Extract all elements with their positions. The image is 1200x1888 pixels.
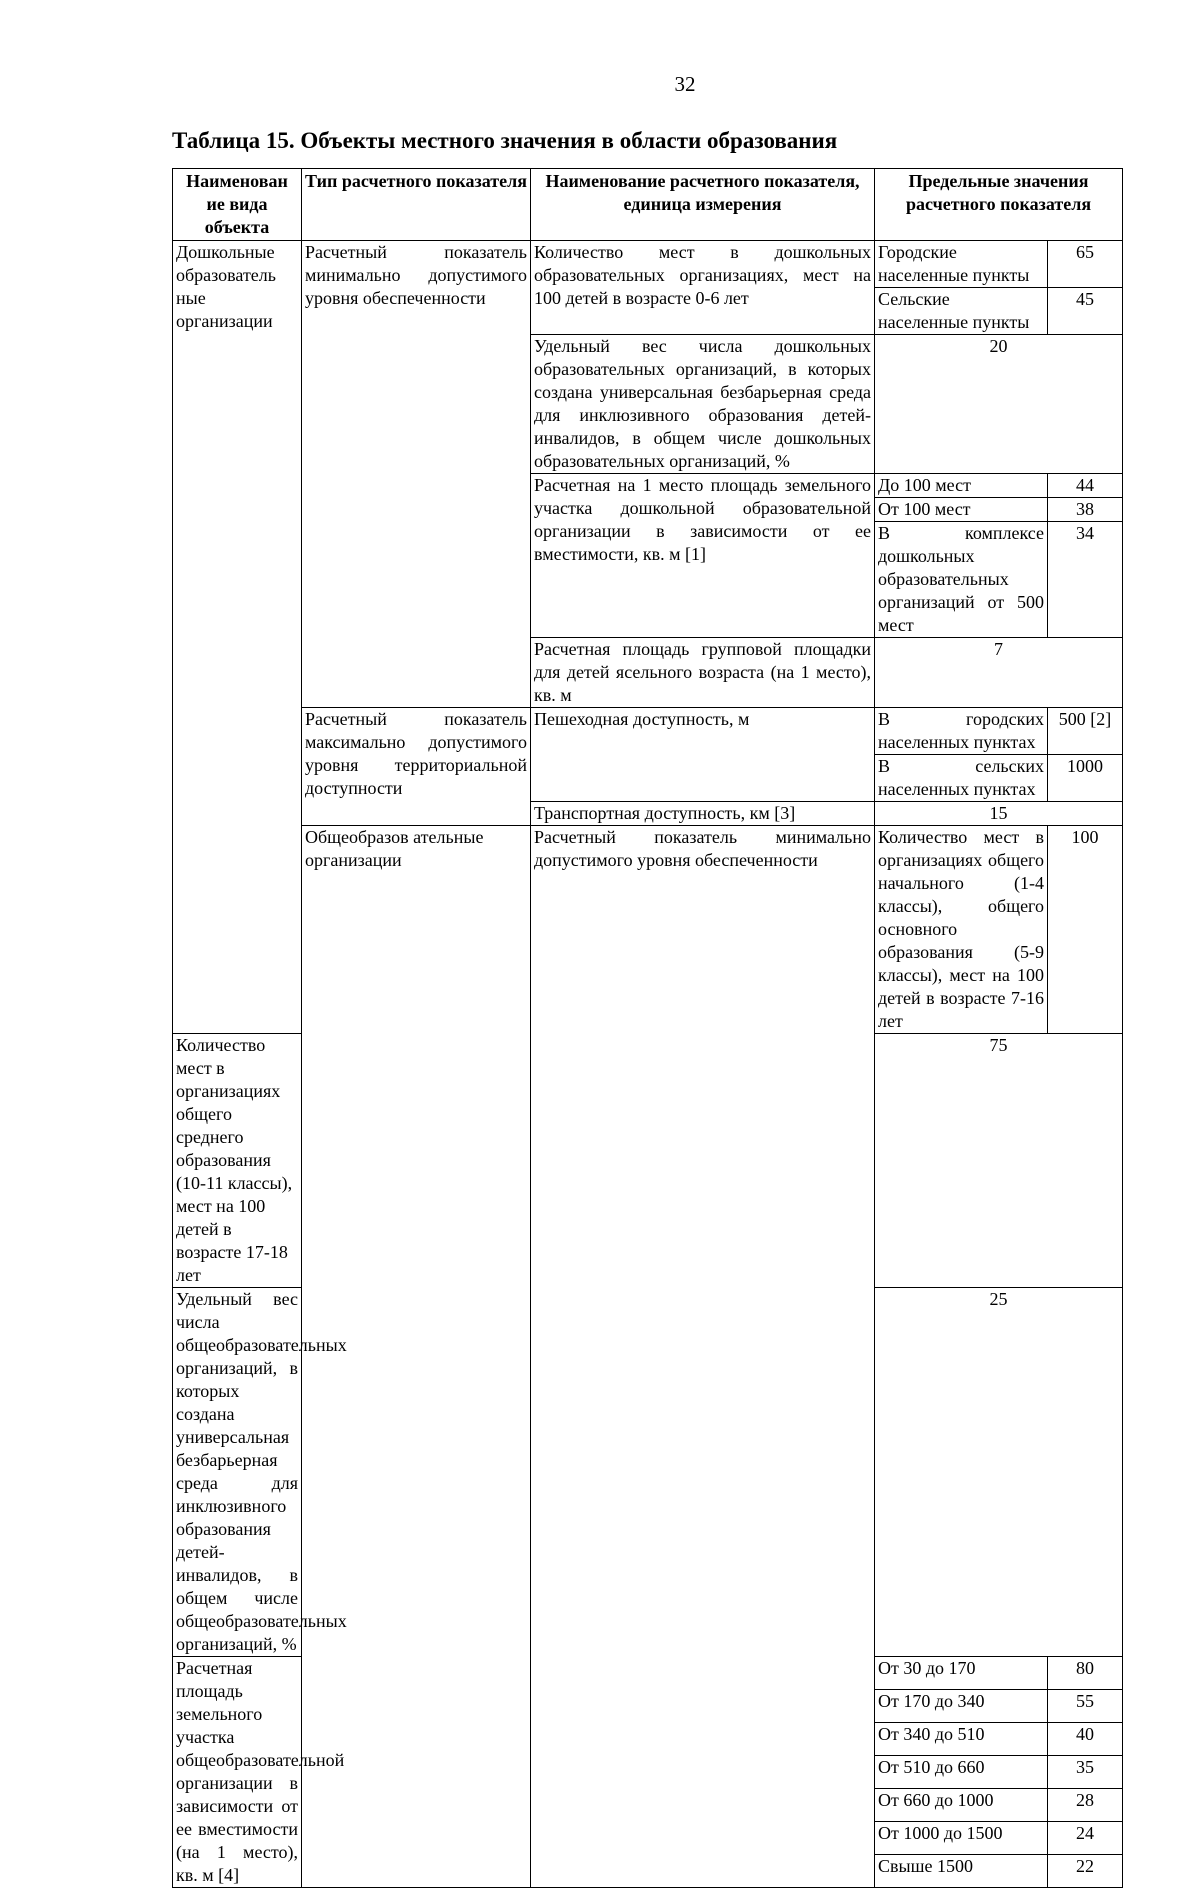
indicator-name: Расчетная площадь земельного участка общеобразовательной организации в зависимости от ее вместимости (на 1 место), кв. м [4] bbox=[173, 1657, 302, 1888]
header-row bbox=[173, 169, 1123, 241]
limit-label: Городские населенные пункты bbox=[875, 241, 1048, 288]
limit-value: 1000 bbox=[1048, 755, 1123, 802]
indicator-name: Удельный вес числа дошкольных образовательных организаций, в которых создана универсальная безбарьерная среда для инклюзивного образования детей-инвалидов, в общем числе дошкольных образовательных организаций, % bbox=[531, 335, 875, 474]
limit-value: 45 bbox=[1048, 288, 1123, 335]
limit-label: В комплексе дошкольных образовательных организаций от 500 мест bbox=[875, 522, 1048, 638]
limit-value: 44 bbox=[1048, 474, 1123, 498]
limit-value: 24 bbox=[1048, 1822, 1123, 1855]
indicator-name: Количество мест в организациях общего начального (1-4 классы), общего основного образования (5-9 классы), мест на 100 детей в возрасте 7-16 лет bbox=[875, 826, 1048, 1034]
indicator-type-min: Расчетный показатель минимально допустимого уровня обеспеченности bbox=[531, 826, 875, 1888]
indicator-type-min: Расчетный показатель минимально допустимого уровня обеспеченности bbox=[302, 241, 531, 708]
limit-label: От 1000 до 1500 bbox=[875, 1822, 1048, 1855]
limit-value: 55 bbox=[1048, 1690, 1123, 1723]
limit-value: 500 [2] bbox=[1048, 708, 1123, 755]
header-object-type: Наименован ие вида объекта bbox=[173, 169, 302, 241]
limit-value: 22 bbox=[1048, 1855, 1123, 1888]
table-row bbox=[173, 241, 1123, 288]
limit-value: 100 bbox=[1048, 826, 1123, 1034]
indicator-name: Пешеходная доступность, м bbox=[531, 708, 875, 802]
indicator-name: Удельный вес числа общеобразовательных организаций, в которых создана универсальная безбарьерная среда для инклюзивного образования детей-инвалидов, в общем числе общеобразовательных организаций, % bbox=[173, 1288, 302, 1657]
limit-value: 25 bbox=[875, 1288, 1123, 1657]
limit-label: До 100 мест bbox=[875, 474, 1048, 498]
limit-value: 35 bbox=[1048, 1756, 1123, 1789]
limit-label: От 30 до 170 bbox=[875, 1657, 1048, 1690]
limit-label: От 100 мест bbox=[875, 498, 1048, 522]
header-indicator-type: Тип расчетного показателя bbox=[302, 169, 531, 241]
indicator-name: Количество мест в дошкольных образовательных организациях, мест на 100 детей в возрасте 0-6 лет bbox=[531, 241, 875, 335]
limit-label: В сельских населенных пунктах bbox=[875, 755, 1048, 802]
indicator-type-max: Расчетный показатель максимально допустимого уровня территориальной доступности bbox=[302, 708, 531, 826]
page-number: 32 bbox=[674, 72, 696, 96]
limit-label: В городских населенных пунктах bbox=[875, 708, 1048, 755]
limit-value: 75 bbox=[875, 1034, 1123, 1288]
limit-value: 40 bbox=[1048, 1723, 1123, 1756]
object-preschool: Дошкольные образователь ные организации bbox=[173, 241, 302, 1034]
limit-value: 20 bbox=[875, 335, 1123, 474]
limit-value: 38 bbox=[1048, 498, 1123, 522]
header-indicator-name: Наименование расчетного показателя, единица измерения bbox=[531, 169, 875, 241]
header-limit-values: Предельные значения расчетного показателя bbox=[875, 169, 1123, 241]
object-general: Общеобразов ательные организации bbox=[302, 826, 531, 1888]
limit-label: От 510 до 660 bbox=[875, 1756, 1048, 1789]
limit-value: 65 bbox=[1048, 241, 1123, 288]
table-row bbox=[173, 708, 1123, 755]
limit-label: От 340 до 510 bbox=[875, 1723, 1048, 1756]
limit-label: От 170 до 340 bbox=[875, 1690, 1048, 1723]
limit-value: 7 bbox=[875, 638, 1123, 708]
limit-value: 28 bbox=[1048, 1789, 1123, 1822]
limit-label: Свыше 1500 bbox=[875, 1855, 1048, 1888]
limit-label: От 660 до 1000 bbox=[875, 1789, 1048, 1822]
limit-value: 80 bbox=[1048, 1657, 1123, 1690]
table-row bbox=[173, 826, 1123, 1034]
limit-value: 15 bbox=[875, 802, 1123, 826]
indicator-name: Расчетная на 1 место площадь земельного участка дошкольной образовательной организации в зависимости от ее вместимости, кв. м [1] bbox=[531, 474, 875, 638]
indicator-name: Расчетная площадь групповой площадки для детей ясельного возраста (на 1 место), кв. м bbox=[531, 638, 875, 708]
limit-label: Сельские населенные пункты bbox=[875, 288, 1048, 335]
table-title: Таблица 15. Объекты местного значения в области образования bbox=[172, 128, 838, 153]
limit-value: 34 bbox=[1048, 522, 1123, 638]
indicator-name: Количество мест в организациях общего среднего образования (10-11 классы), мест на 100 детей в возрасте 17-18 лет bbox=[173, 1034, 302, 1288]
education-objects-table bbox=[172, 168, 1123, 1888]
indicator-name: Транспортная доступность, км [3] bbox=[531, 802, 875, 826]
